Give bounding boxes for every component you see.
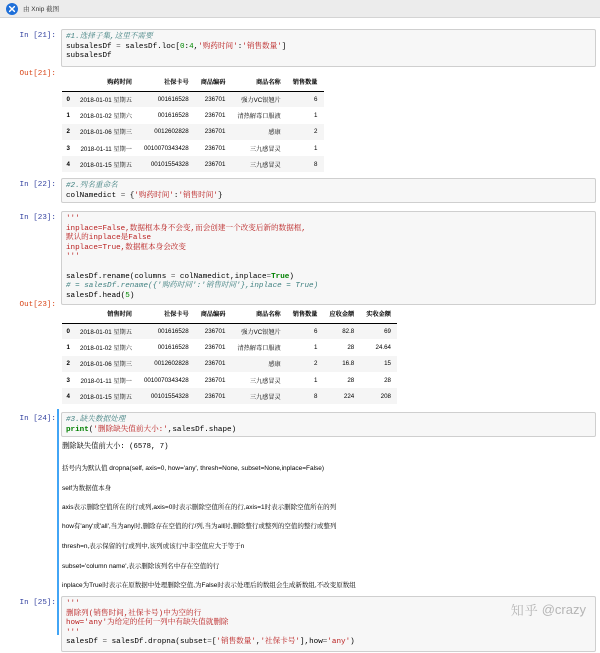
code-token: 0 xyxy=(179,42,185,51)
code-line xyxy=(66,253,591,263)
table-cell: 1 xyxy=(314,144,318,152)
code-token: salesDf.loc[ xyxy=(120,42,180,51)
code-token: salesDf.head( xyxy=(66,291,126,300)
code-token: = xyxy=(207,638,212,647)
table-cell: 236701 xyxy=(204,111,226,119)
selected-cell-indicator xyxy=(57,409,59,635)
code-token: 默认的inplace是False xyxy=(66,234,152,243)
column-header: 社保卡号 xyxy=(138,73,195,91)
code-token: how='any'为给定的任何一列中有缺失值就删除 xyxy=(66,619,229,628)
dataframe-output-21 xyxy=(62,73,324,172)
markdown-note-7: inplace为True时表示在原数据中处理删除空值,为False时表示处理后的数组会生成新数组,不改变原数组 xyxy=(62,582,356,589)
table-cell: 236701 xyxy=(204,327,226,335)
table-cell: 001616528 xyxy=(157,111,189,119)
code-line xyxy=(66,416,591,426)
table-cell: 清热解毒口服液 xyxy=(237,344,281,352)
code-token: #2.列名重命名 xyxy=(66,182,118,190)
code-token: salesDf.dropna(subset xyxy=(107,638,208,647)
table-cell: 1 xyxy=(314,111,318,119)
code-token: '销售时间' xyxy=(178,191,218,200)
markdown-note-3: axis表示删除空值所在的行或列,axis=0时表示删除空值所在的行,axis=1时表示删除空值所在的列 xyxy=(62,504,337,511)
code-token: 删除列(销售时间,社保卡号)中为空的行 xyxy=(66,609,202,618)
table-row xyxy=(62,372,397,388)
table-cell: 2018-01-02 星期六 xyxy=(80,112,132,120)
code-token: subsalesDf xyxy=(66,42,117,51)
code-line xyxy=(66,192,591,202)
output-prompt-21: Out[21]: xyxy=(19,70,56,78)
code-token: { xyxy=(125,191,135,200)
column-header: 商品名称 xyxy=(231,305,286,323)
zhihu-watermark xyxy=(511,600,586,619)
row-index: 2 xyxy=(66,128,70,136)
table-cell: 2 xyxy=(314,360,318,368)
table-cell: 感康 xyxy=(268,361,281,369)
column-header: 销售数量 xyxy=(287,305,324,323)
table-cell: 1 xyxy=(314,343,318,351)
code-token: , xyxy=(255,638,261,647)
column-header: 销售时间 xyxy=(74,305,138,323)
column-header: 应收金额 xyxy=(324,305,361,323)
table-cell: 00101554328 xyxy=(150,392,189,400)
table-cell: 236701 xyxy=(204,95,226,103)
code-token: salesDf xyxy=(66,638,103,647)
markdown-note-6: subset='column name',表示删除该列名中存在空值的行 xyxy=(62,563,220,570)
table-cell: 15 xyxy=(384,360,391,368)
code-line xyxy=(66,263,591,273)
row-index: 4 xyxy=(66,160,70,168)
code-cell-24[interactable] xyxy=(61,412,596,437)
row-index: 4 xyxy=(66,392,70,400)
code-line xyxy=(66,629,591,639)
table-header-row xyxy=(62,73,324,91)
row-index: 2 xyxy=(66,360,70,368)
table-cell: 0010070343428 xyxy=(143,144,189,152)
code-token: : xyxy=(237,42,243,51)
table-cell: 236701 xyxy=(204,360,226,368)
table-cell: 24.64 xyxy=(375,343,391,351)
table-cell: 2018-01-06 星期三 xyxy=(80,361,132,369)
code-token: : xyxy=(184,42,190,51)
table-cell: 6 xyxy=(314,95,318,103)
markdown-note-5: thresh=n,表示保留的行或列中,该列或该行中非空值应大于等于n xyxy=(62,543,245,550)
markdown-note-2: self为数据值本身 xyxy=(62,485,112,492)
code-token: = xyxy=(116,42,121,51)
markdown-note-4: how有'any'或'all',当为any时,删除存在空值的行/列,当为all时,删除整行或整列的空值的整行或整列 xyxy=(62,523,337,530)
table-row xyxy=(62,323,397,339)
table-row xyxy=(62,140,324,156)
code-token: '购药时间' xyxy=(198,42,238,51)
column-header: 商品编码 xyxy=(195,73,232,91)
table-cell: 236701 xyxy=(204,144,226,152)
code-line xyxy=(66,244,591,254)
table-cell: 感康 xyxy=(268,129,281,137)
code-token: = xyxy=(322,638,328,647)
table-cell: 2018-01-11 星期一 xyxy=(80,145,132,153)
table-cell: 00101554328 xyxy=(150,160,189,168)
code-token: '社保卡号' xyxy=(260,638,300,647)
table-cell: 236701 xyxy=(204,392,226,400)
table-cell: 224 xyxy=(343,392,355,400)
code-token: ''' xyxy=(66,600,80,608)
input-prompt-23: In [23]: xyxy=(19,214,56,222)
window-title: 由 Xnip 截图 xyxy=(23,6,60,13)
code-line xyxy=(66,426,591,436)
row-index: 1 xyxy=(66,343,70,351)
code-token: ''' xyxy=(66,253,80,262)
table-row xyxy=(62,124,324,140)
table-cell: 001616528 xyxy=(157,327,189,335)
code-token: ,salesDf.shape) xyxy=(167,425,237,434)
code-token: print xyxy=(66,425,89,434)
input-prompt-21: In [21]: xyxy=(19,32,56,40)
watermark-site: 知乎 xyxy=(510,603,539,618)
code-token: '销售数量' xyxy=(216,638,256,647)
table-row xyxy=(62,388,397,404)
code-token: ] xyxy=(281,42,287,51)
table-row xyxy=(62,107,324,123)
row-index: 3 xyxy=(66,376,70,384)
code-line xyxy=(66,282,591,292)
code-line xyxy=(66,215,591,225)
table-cell: 8 xyxy=(314,392,318,400)
table-row xyxy=(62,356,397,372)
code-token: 5 xyxy=(125,291,130,300)
code-line xyxy=(66,33,591,43)
code-token: = xyxy=(120,191,126,200)
table-cell: 三九感冒灵 xyxy=(249,145,281,153)
code-line xyxy=(66,225,591,235)
code-cell-21[interactable] xyxy=(61,29,596,67)
column-header: 商品编码 xyxy=(195,305,232,323)
table-cell: 001616528 xyxy=(157,343,189,351)
table-cell: 236701 xyxy=(204,343,226,351)
notebook-area xyxy=(0,18,600,653)
code-token: , xyxy=(193,42,199,51)
code-line xyxy=(66,234,591,244)
table-row xyxy=(62,91,324,107)
input-prompt-22: In [22]: xyxy=(19,181,56,189)
code-token: #3.缺失数据处理 xyxy=(66,416,126,424)
code-line xyxy=(66,52,591,62)
code-cell-23[interactable] xyxy=(61,211,596,305)
code-line xyxy=(66,638,591,648)
table-cell: 0012602828 xyxy=(154,360,189,368)
table-cell: 16.8 xyxy=(342,360,355,368)
code-token: ],how xyxy=(299,638,323,647)
code-token: 4 xyxy=(189,42,194,51)
code-token: 'any' xyxy=(327,638,351,647)
table-cell: 2018-01-01 星期五 xyxy=(80,96,132,104)
table-cell: 1 xyxy=(314,376,318,384)
code-token: : xyxy=(173,191,179,200)
table-cell: 2018-01-01 星期五 xyxy=(80,328,132,336)
code-token: ) xyxy=(289,272,294,281)
row-index: 3 xyxy=(66,144,70,152)
code-token: salesDf.rename(columns xyxy=(66,272,171,281)
code-line xyxy=(66,273,591,283)
table-cell: 69 xyxy=(384,327,391,335)
code-token: } xyxy=(217,191,223,200)
column-header xyxy=(62,305,74,323)
table-cell: 2018-01-06 星期三 xyxy=(80,129,132,137)
code-token: ( xyxy=(88,425,94,434)
code-line xyxy=(66,292,591,302)
code-token: colNamedict,inplace xyxy=(175,272,267,281)
column-header: 实收金额 xyxy=(360,305,397,323)
markdown-note-1: 括号内为默认值 dropna(self, axis=0, how='any', thresh=None, subset=None,inplace=False) xyxy=(62,465,325,472)
code-token: ''' xyxy=(66,628,80,637)
column-header: 社保卡号 xyxy=(138,305,195,323)
table-cell: 001616528 xyxy=(157,95,189,103)
table-cell: 28 xyxy=(347,343,355,351)
table-cell: 0012602828 xyxy=(154,128,189,136)
code-cell-22[interactable] xyxy=(61,178,596,203)
code-token: = xyxy=(170,272,176,281)
code-token: inplace=False,数据框本身不会变,而会创建一个改变后新的数据框, xyxy=(66,224,306,233)
row-index: 0 xyxy=(66,95,70,103)
table-cell: 2018-01-11 星期一 xyxy=(80,377,132,385)
table-row xyxy=(62,156,324,172)
watermark-user: @crazy xyxy=(541,602,586,617)
table-cell: 236701 xyxy=(204,160,226,168)
table-cell: 6 xyxy=(314,327,318,335)
table-cell: 28 xyxy=(347,376,355,384)
column-header xyxy=(62,73,74,91)
code-token: = xyxy=(266,272,272,281)
code-line xyxy=(66,182,591,192)
table-cell: 强力VC银翘片 xyxy=(241,328,281,336)
code-token: ) xyxy=(350,638,355,647)
code-token: #1.选择子集,这里不需要 xyxy=(66,33,153,41)
table-cell: 236701 xyxy=(204,128,226,136)
code-token: [ xyxy=(211,638,217,647)
stdout-output-24: 删除缺失值前大小: (6578, 7) xyxy=(62,443,169,451)
window-titlebar xyxy=(0,0,600,18)
column-header: 商品名称 xyxy=(231,73,286,91)
table-cell: 三九感冒灵 xyxy=(249,393,281,401)
code-token: colNamedict xyxy=(66,191,121,200)
table-cell: 强力VC银翘片 xyxy=(241,96,281,104)
code-token: '销售数量' xyxy=(242,42,282,51)
code-line xyxy=(66,43,591,53)
code-line xyxy=(66,619,591,629)
code-token: # = salesDf.rename({'购药时间':'销售时间'},inplace = True) xyxy=(66,282,319,291)
code-token: ) xyxy=(129,291,135,300)
input-prompt-24: In [24]: xyxy=(19,415,56,423)
table-cell: 0010070343428 xyxy=(143,376,189,384)
xnip-app-icon xyxy=(6,3,18,15)
code-token: inplace=True,数据框本身会改变 xyxy=(66,243,186,252)
table-cell: 8 xyxy=(314,160,318,168)
table-header-row xyxy=(62,305,397,323)
table-cell: 236701 xyxy=(204,376,226,384)
code-token: '购药时间' xyxy=(134,191,174,200)
dataframe-output-23 xyxy=(62,305,397,404)
table-cell: 2018-01-15 星期五 xyxy=(80,161,132,169)
table-cell: 208 xyxy=(380,392,391,400)
input-prompt-25: In [25]: xyxy=(19,599,56,607)
table-row xyxy=(62,339,397,355)
code-token: subsalesDf xyxy=(66,52,112,61)
code-token: = xyxy=(102,638,108,647)
code-token: True xyxy=(271,272,290,281)
table-cell: 28 xyxy=(384,376,391,384)
column-header: 销售数量 xyxy=(287,73,324,91)
output-prompt-23: Out[23]: xyxy=(19,301,56,309)
row-index: 1 xyxy=(66,111,70,119)
table-cell: 三九感冒灵 xyxy=(249,377,281,385)
table-cell: 2 xyxy=(314,128,318,136)
column-header: 购药时间 xyxy=(74,73,138,91)
row-index: 0 xyxy=(66,327,70,335)
table-cell: 清热解毒口服液 xyxy=(237,112,281,120)
table-cell: 82.8 xyxy=(342,327,355,335)
code-token: '删除缺失值前大小:' xyxy=(93,425,168,434)
table-cell: 2018-01-15 星期五 xyxy=(80,393,132,401)
code-token: ''' xyxy=(66,215,80,223)
table-cell: 2018-01-02 星期六 xyxy=(80,344,132,352)
table-cell: 三九感冒灵 xyxy=(249,161,281,169)
